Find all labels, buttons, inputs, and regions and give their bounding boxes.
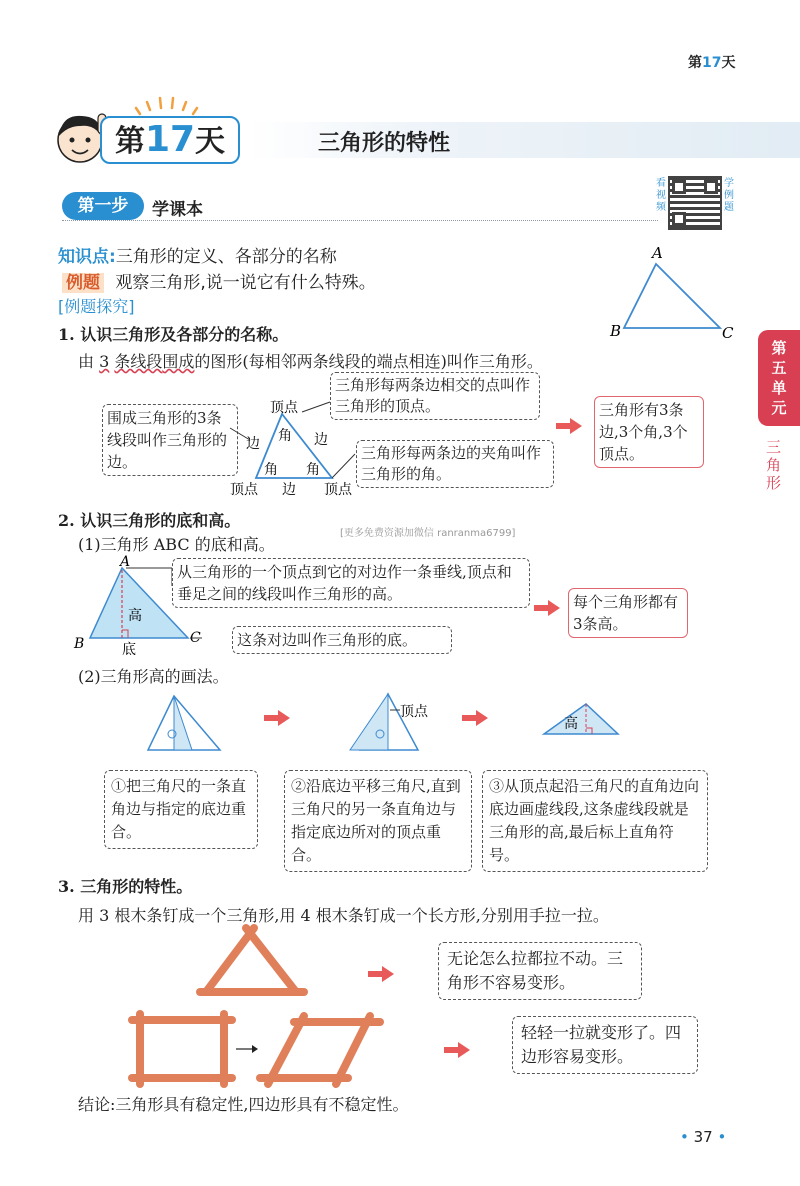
section2-title: 2. 认识三角形的底和高。 [58, 511, 241, 530]
svg-text:高: 高 [128, 608, 142, 624]
box-quadrilateral-unstable: 轻轻一拉就变形了。四边形容易变形。 [512, 1016, 698, 1074]
topic-tab-label: 三角形 [766, 438, 782, 492]
arrow-right-icon [556, 418, 582, 434]
step-divider [62, 220, 658, 221]
section3-title: 3. 三角形的特性。 [58, 877, 193, 896]
triangle-parts-figure [230, 390, 360, 500]
wood-triangle-figure [196, 922, 312, 1002]
height-step2-figure [346, 690, 436, 756]
svg-text:C: C [190, 630, 201, 646]
example-line: 例题 观察三角形,说一说它有什么特殊。 [62, 268, 376, 293]
unit-tab-label: 第五单元 [771, 339, 787, 417]
wood-rectangle-figure [128, 1012, 238, 1088]
height-step1-figure [144, 690, 224, 756]
svg-text:顶点: 顶点 [270, 400, 298, 416]
box-triangle-stable: 无论怎么拉都拉不动。三角形不容易变形。 [438, 942, 642, 1000]
svg-text:A: A [652, 244, 663, 262]
box-vertex-definition: 三角形每两条边相交的点叫作三角形的顶点。 [330, 372, 540, 420]
step-title: 学课本 [152, 200, 203, 220]
step-badge: 第一步 [62, 192, 144, 220]
page-number: • 37 • [680, 1128, 727, 1146]
watermark: [更多免费资源加微信 ranranma6799] [340, 528, 516, 539]
small-arrow-icon [236, 1044, 258, 1054]
arrow-right-icon [462, 710, 488, 726]
svg-text:C: C [722, 324, 734, 342]
qr-left-text: 看视频 [656, 178, 666, 213]
section2-sub1: (1)三角形 ABC 的底和高。 [78, 535, 275, 554]
qr-right-text: 学例题 [724, 178, 734, 213]
svg-text:顶点: 顶点 [400, 704, 428, 720]
svg-text:B: B [74, 636, 85, 652]
svg-text:B: B [610, 322, 622, 340]
summary-three-heights: 每个三角形都有3条高。 [568, 588, 688, 638]
knowledge-point: 知识点:三角形的定义、各部分的名称 [58, 247, 337, 267]
unit-tab[interactable] [758, 330, 800, 426]
height-step3-figure [542, 700, 622, 740]
section2-sub2: (2)三角形高的画法。 [78, 667, 229, 686]
summary-triangle-parts: 三角形有3条边,3个角,3个顶点。 [594, 396, 704, 468]
arrow-right-icon [368, 966, 394, 982]
step2-text: ②沿底边平移三角尺,直到三角尺的另一条直角边与指定底边所对的顶点重合。 [284, 770, 472, 872]
conclusion: 结论:三角形具有稳定性,四边形具有不稳定性。 [78, 1095, 409, 1114]
page-title: 三角形的特性 [318, 131, 451, 156]
day-badge: 第17天 [100, 116, 240, 164]
svg-text:边: 边 [282, 482, 296, 498]
example-explore: [例题探究] [58, 297, 135, 316]
box-base-definition: 这条对边叫作三角形的底。 [232, 626, 452, 654]
box-angle-definition: 三角形每两条边的夹角叫作三角形的角。 [356, 440, 554, 488]
page-day-label: 第17天 [688, 55, 736, 71]
svg-text:A: A [120, 554, 131, 570]
arrow-right-icon [444, 1042, 470, 1058]
box-height-definition: 从三角形的一个顶点到它的对边作一条垂线,顶点和垂足之间的线段叫作三角形的高。 [172, 558, 530, 608]
svg-text:边: 边 [314, 432, 328, 448]
svg-text:高: 高 [564, 716, 578, 732]
svg-text:顶点: 顶点 [324, 482, 352, 498]
step3-text: ③从顶点起沿三角尺的直角边向底边画虚线段,这条虚线段就是三角形的高,最后标上直角符号。 [482, 770, 708, 872]
section1-definition: 由 3 条线段围成的图形(每相邻两条线段的端点相连)叫作三角形。 [78, 352, 543, 371]
box-side-definition: 围成三角形的3条线段叫作三角形的边。 [102, 404, 238, 476]
sun-rays-icon [132, 92, 202, 116]
arrow-right-icon [264, 710, 290, 726]
arrow-right-icon [534, 600, 560, 616]
triangle-abc-figure [608, 244, 738, 340]
svg-text:边: 边 [246, 436, 260, 452]
qr-code[interactable] [668, 176, 722, 230]
wood-parallelogram-figure [256, 1012, 386, 1088]
step1-text: ①把三角尺的一条直角边与指定的底边重合。 [104, 770, 258, 849]
svg-text:底: 底 [122, 642, 136, 658]
svg-text:顶点: 顶点 [230, 482, 258, 498]
svg-text:角: 角 [264, 462, 278, 478]
section1-title: 1. 认识三角形及各部分的名称。 [58, 325, 289, 344]
svg-text:角: 角 [278, 428, 292, 444]
svg-text:角: 角 [306, 462, 320, 478]
section3-intro: 用 3 根木条钉成一个三角形,用 4 根木条钉成一个长方形,分别用手拉一拉。 [78, 906, 609, 925]
